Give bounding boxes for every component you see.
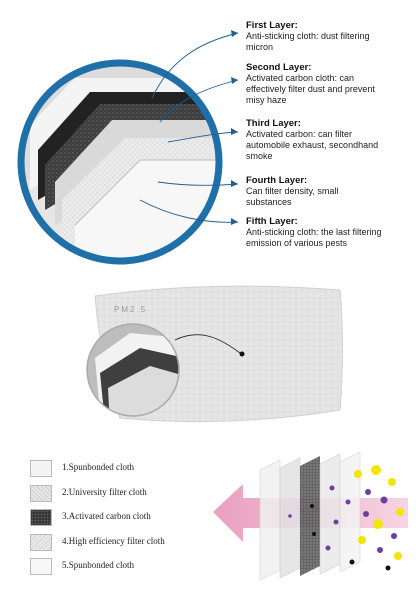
layer-2-desc-line-3: misy haze — [246, 95, 287, 105]
filtration-diagram — [208, 452, 416, 589]
legend-label-4: 4.High efficiency filter cloth — [62, 536, 165, 546]
sheet-2 — [280, 458, 300, 578]
layer-2-desc-line-2: effectively filter dust and prevent — [246, 84, 375, 94]
swatch-spunbonded-1 — [30, 460, 52, 477]
layer-1-desc-line-1: Anti-sticking cloth: dust filtering — [246, 31, 370, 41]
swatch-activated-carbon — [30, 509, 52, 526]
sheet-4 — [320, 454, 340, 574]
layer-3-desc-line-1: Activated carbon: can filter — [246, 129, 353, 139]
legend-label-2: 2.University filter cloth — [62, 487, 147, 497]
filter-pm25-label: PM2.5 — [114, 305, 148, 314]
magnified-layers — [0, 40, 240, 270]
layer-1 — [246, 20, 414, 53]
layer-2-title: Second Layer: — [246, 62, 312, 73]
layer-5-desc-line-1: Anti-sticking cloth: the last filtering — [246, 227, 382, 237]
layer-5 — [246, 216, 414, 249]
legend-section — [0, 452, 416, 589]
layer-5-title: Fifth Layer: — [246, 216, 298, 227]
legend-label-3: 3.Activated carbon cloth — [62, 511, 151, 521]
layer-3-desc-line-3: smoke — [246, 151, 273, 161]
layer-1-desc-line-2: micron — [246, 42, 274, 52]
sheet-5 — [340, 452, 360, 572]
layer-3-title: Third Layer: — [246, 118, 301, 129]
layer-2 — [246, 62, 414, 106]
layer-3-desc-line-2: automobile exhaust, secondhand — [246, 140, 379, 150]
layer-3 — [246, 118, 414, 162]
swatch-high-efficiency — [30, 534, 52, 551]
swatch-spunbonded-5 — [30, 558, 52, 575]
sheet-3 — [300, 456, 320, 576]
legend-label-1: 1.Spunbonded cloth — [62, 462, 134, 472]
layer-4-desc-line-1: Can filter density, small — [246, 186, 339, 196]
legend-label-5: 5.Spunbonded cloth — [62, 560, 134, 570]
arrow-heads — [231, 30, 238, 225]
layer-4 — [246, 175, 414, 208]
filter-pad-illustration — [0, 278, 416, 443]
layer-2-desc-line-1: Activated carbon cloth: can — [246, 73, 355, 83]
layer-4-title: Fourth Layer: — [246, 175, 308, 186]
layer-5-desc-line-2: emission of various pests — [246, 238, 348, 248]
pointer-dot — [240, 352, 245, 357]
sheet-1 — [260, 460, 280, 580]
swatch-filter-cloth — [30, 485, 52, 502]
layer-4-desc-line-2: substances — [246, 197, 292, 207]
layer-1-title: First Layer: — [246, 20, 298, 31]
